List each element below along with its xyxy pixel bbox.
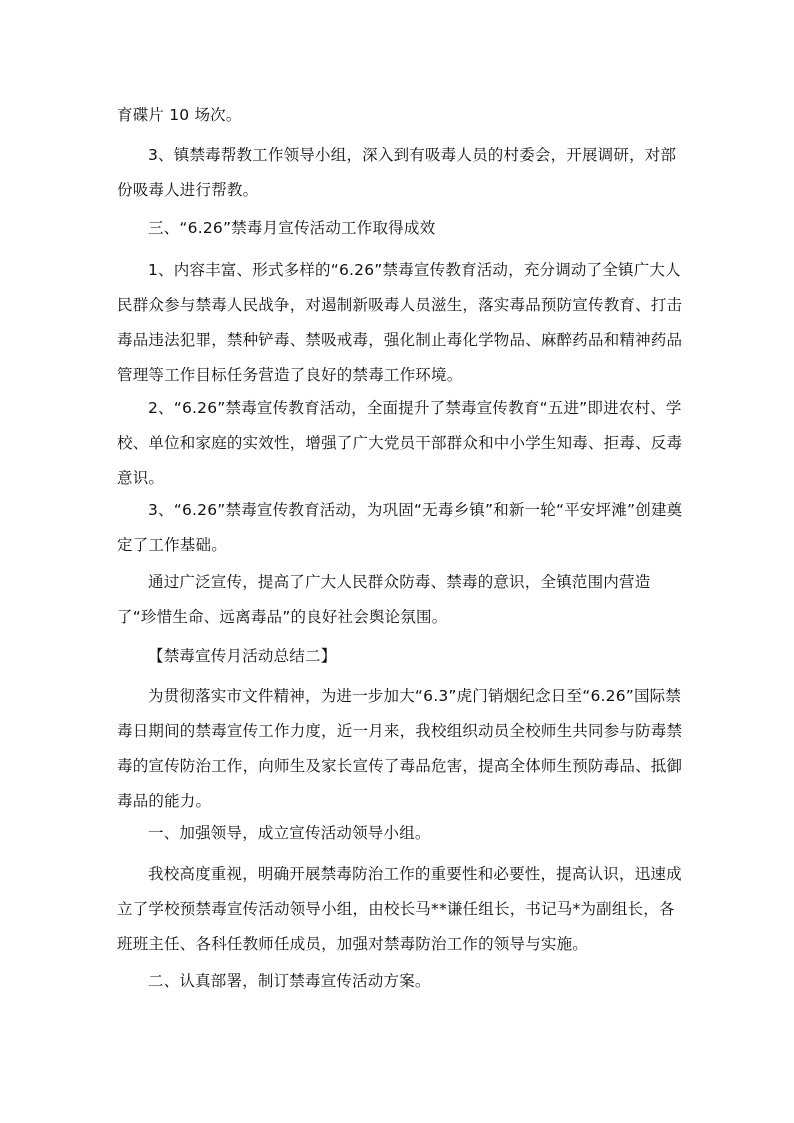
- section-heading-10: 一、加强领导，成立宣传活动领导小组。: [148, 824, 431, 842]
- section-heading-12: 二、认真部署，制订禁毒宣传活动方案。: [148, 972, 431, 990]
- subtitle-summary-two: 【禁毒宣传月活动总结二】: [148, 647, 337, 665]
- paragraph-2: 3、镇禁毒帮教工作领导小组，深入到有吸毒人员的村委会，开展调研，对部份吸毒人进行帮教。: [117, 146, 677, 199]
- paragraph-9: 为贯彻落实市文件精神，为进一步加大“6.3”虎门销烟纪念日至“6.26”国际禁毒日期间的禁毒宣传工作力度，近一月来，我校组织动员全校师生共同参与防毒禁毒的宣传防治工作，向师生及家长宣传了毒品危害，提高全体师生预防毒品、抵御毒品的能力。: [117, 687, 683, 810]
- paragraph-6: 3、“6.26”禁毒宣传教育活动，为巩固“无毒乡镇”和新一轮“平安坪滩”创建奠定了工作基础。: [117, 501, 683, 554]
- paragraph-4: 1、内容丰富、形式多样的“6.26”禁毒宣传教育活动，充分调动了全镇广大人民群众参与禁毒人民战争，对遏制新吸毒人员滋生，落实毒品预防宣传教育、打击毒品违法犯罪，禁种铲毒、禁吸戒毒，强化制止毒化学物品、麻醉药品和精神药品管理等工作目标任务营造了良好的禁毒工作环境。: [117, 261, 683, 384]
- paragraph-11: 我校高度重视，明确开展禁毒防治工作的重要性和必要性，提高认识，迅速成立了学校预禁毒宣传活动领导小组，由校长马**谦任组长，书记马*为副组长，各班班主任、各科任教师任成员，加强对禁毒防治工作的领导与实施。: [117, 865, 682, 953]
- paragraph-7: 通过广泛宣传，提高了广大人民群众防毒、禁毒的意识，全镇范围内营造了“珍惜生命、远离毒品”的良好社会舆论氛围。: [117, 573, 651, 626]
- paragraph-1: 育碟片 10 场次。: [117, 106, 242, 124]
- section-heading-3: 三、“6.26”禁毒月宣传活动工作取得成效: [148, 219, 436, 237]
- paragraph-5: 2、“6.26”禁毒宣传教育活动，全面提升了禁毒宣传教育“五进”即进农村、学校、单位和家庭的实效性，增强了广大党员干部群众和中小学生知毒、拒毒、反毒意识。: [117, 399, 683, 487]
